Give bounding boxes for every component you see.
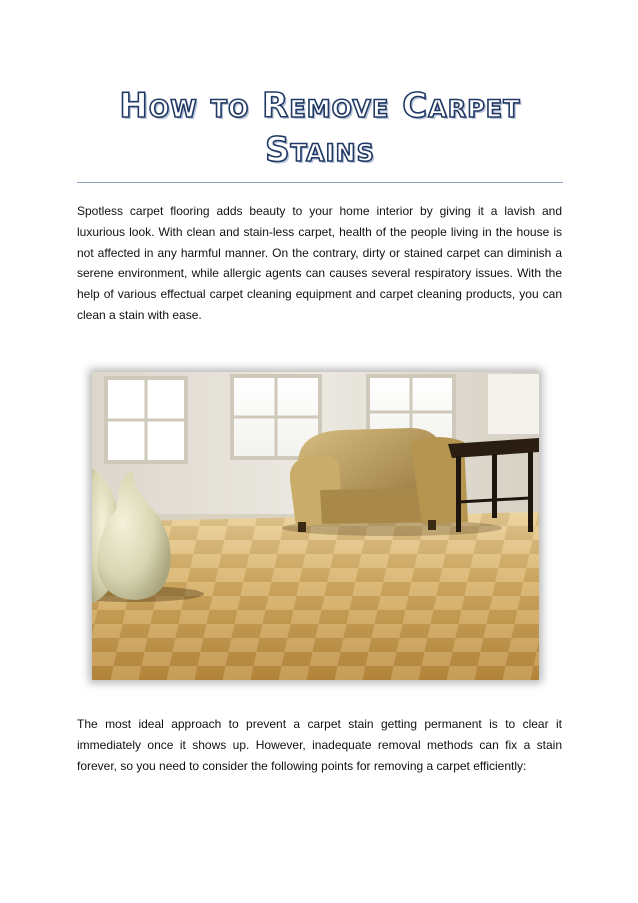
title-divider [77,182,563,183]
carpet-room-photo [92,372,539,680]
window-left [106,378,186,462]
approach-paragraph: The most ideal approach to prevent a carpet stain getting permanent is to clear it immediately once it shows up. However, inadequate removal methods can fix a stain forever, so you need to consider the following points for removing a carpet efficiently: [77,717,562,773]
window-far-right [488,374,539,434]
page-title: How to Remove Carpet Stains [119,86,521,170]
intro-paragraph: Spotless carpet flooring adds beauty to your home interior by giving it a lavish and luxurious look. With clean and stain-less carpet, health of the people living in the house is not affected in any harmful manner. On the contrary, dirty or stained carpet can diminish a serene environment, while allergic agents can causes several respiratory issues. With the help of various effectual carpet cleaning equipment and carpet cleaning products, you can clean a stain with ease. [77,204,562,322]
